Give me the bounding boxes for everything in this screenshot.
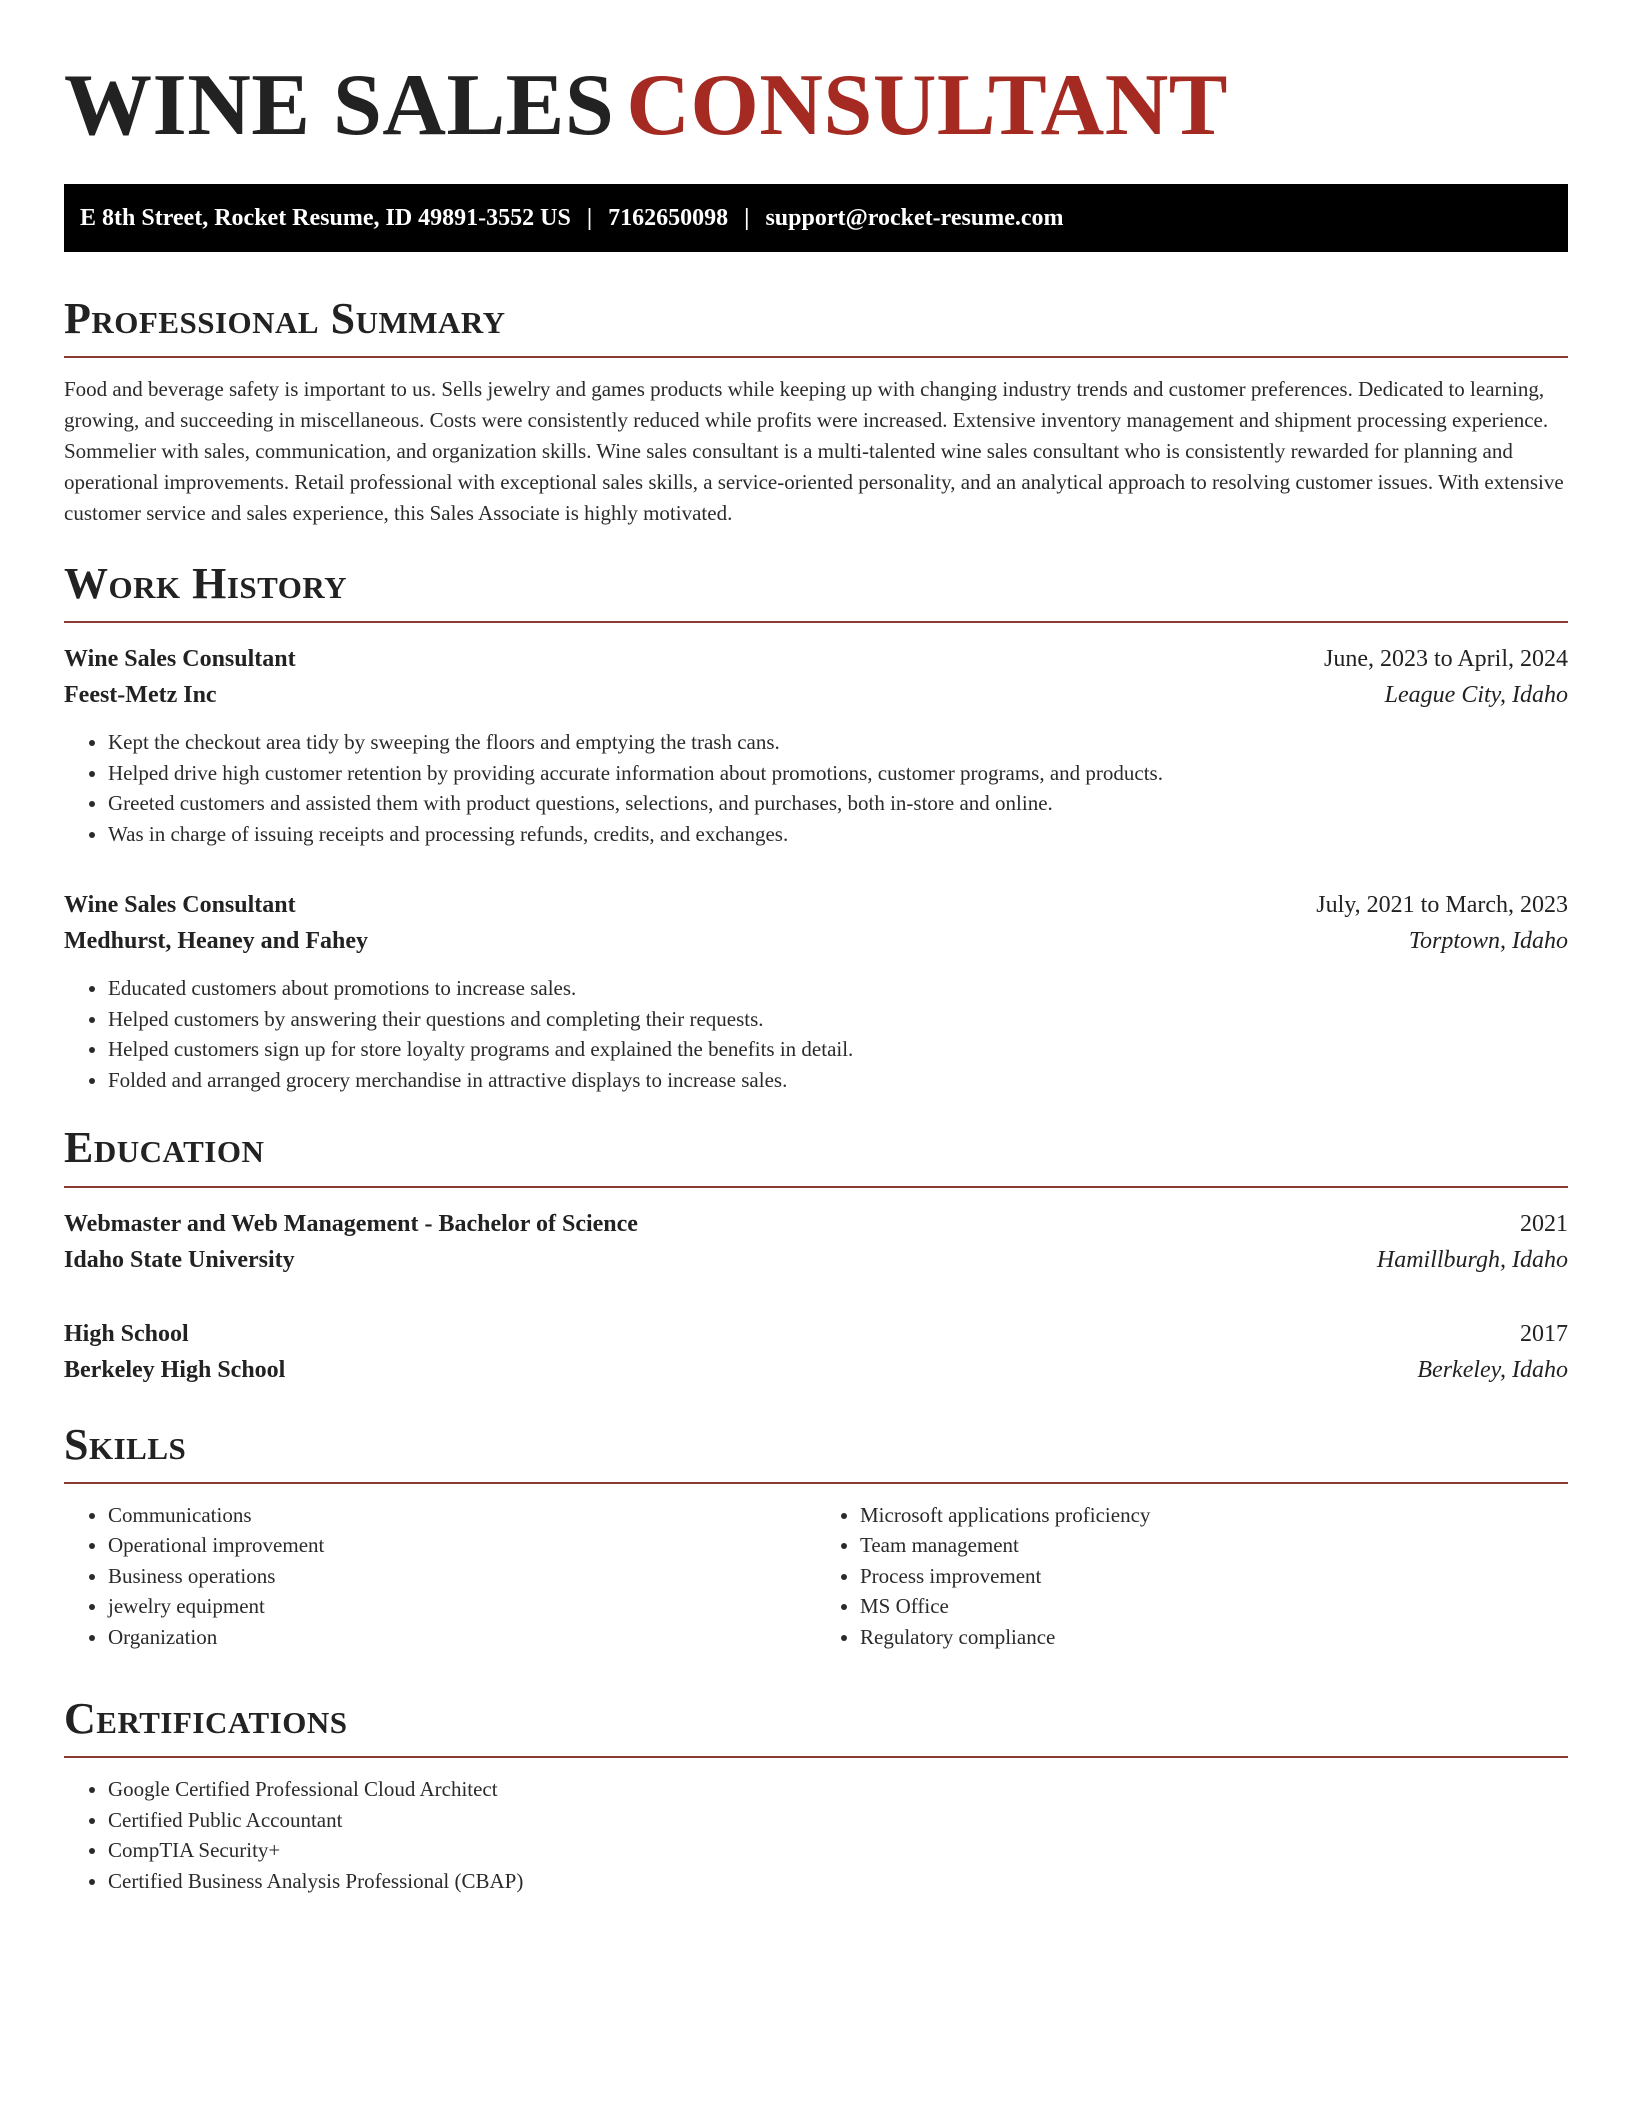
- job-bullet: • Helped drive high customer retention by providing accurate information about promotions, customer programs, and products.: [108, 758, 1568, 789]
- job-bullet: • Was in charge of issuing receipts and processing refunds, credits, and exchanges.: [108, 819, 1568, 850]
- section-divider: [64, 1186, 1568, 1188]
- skill-item: • Organization: [108, 1622, 816, 1653]
- education-year: 2021: [1520, 1210, 1568, 1237]
- education-year: 2017: [1520, 1320, 1568, 1347]
- education-location: Hamillburgh, Idaho: [1376, 1246, 1568, 1273]
- education-degree: High School: [64, 1320, 189, 1347]
- education-heading: Education: [64, 1123, 265, 1173]
- certification-item: • Certified Business Analysis Professional (CBAP): [108, 1866, 1568, 1897]
- job-bullet: • Kept the checkout area tidy by sweeping the floors and emptying the trash cans.: [108, 727, 1568, 758]
- summary-text: Food and beverage safety is important to us. Sells jewelry and games products while keeping up with changing industry trends and customer preferences. Dedicated to learning, growing, and succeeding in miscellaneous. Costs were consistently reduced while profits were increased. Extensive inventory management and shipment processing experience. Sommelier with sales, communication, and organization skills. Wine sales consultant is a multi-talented wine sales consultant who is consistently rewarded for planning and operational improvements. Retail professional with exceptional sales skills, a service-oriented personality, and an analytical approach to resolving customer issues. With extensive customer service and sales experience, this Sales Associate is highly motivated.: [64, 377, 1564, 526]
- certifications-heading: Certifications: [64, 1694, 348, 1744]
- contact-separator: |: [586, 204, 593, 231]
- job-bullet: • Helped customers sign up for store loyalty programs and explained the benefits in detail.: [108, 1034, 1568, 1065]
- skills-section: [64, 1419, 1568, 1653]
- job-bullets: [64, 973, 1568, 1095]
- certifications-section: [64, 1696, 1568, 1896]
- title-accent: CONSULTANT: [626, 57, 1228, 154]
- skill-item: • Business operations: [108, 1561, 816, 1592]
- job-bullets: [64, 727, 1568, 849]
- job-bullet: • Educated customers about promotions to increase sales.: [108, 973, 1568, 1004]
- work-history-section: [64, 561, 1568, 1095]
- education-school: Idaho State University: [64, 1246, 295, 1273]
- job-location: League City, Idaho: [1384, 682, 1568, 709]
- job-company: Medhurst, Heaney and Fahey: [64, 928, 369, 955]
- skill-item: • Process improvement: [860, 1561, 1568, 1592]
- job-location: Torptown, Idaho: [1408, 928, 1568, 955]
- certification-item: • Certified Public Accountant: [108, 1805, 1568, 1836]
- job-entry: [64, 887, 1568, 1095]
- skill-item: • Team management: [860, 1530, 1568, 1561]
- education-section: [64, 1125, 1568, 1387]
- section-divider: [64, 1756, 1568, 1758]
- skills-heading: Skills: [64, 1419, 187, 1469]
- summary-heading: Professional Summary: [64, 294, 506, 343]
- contact-email: support@rocket-resume.com: [765, 204, 1064, 231]
- contact-address: E 8th Street, Rocket Resume, ID 49891-3552 US: [80, 204, 571, 231]
- skill-item: • Regulatory compliance: [860, 1622, 1568, 1653]
- job-bullet: • Helped customers by answering their questions and completing their requests.: [108, 1004, 1568, 1035]
- resume-title: [64, 57, 1568, 154]
- skill-item: • MS Office: [860, 1591, 1568, 1622]
- job-company: Feest-Metz Inc: [64, 682, 217, 709]
- job-title: Wine Sales Consultant: [64, 892, 296, 919]
- title-first: WINE SALES: [64, 57, 615, 154]
- contact-phone: 7162650098: [608, 204, 729, 231]
- work-history-heading: Work History: [64, 559, 348, 609]
- education-entry: [64, 1316, 1568, 1388]
- section-divider: [64, 356, 1568, 358]
- section-divider: [64, 1482, 1568, 1484]
- job-title: Wine Sales Consultant: [64, 646, 296, 673]
- section-divider: [64, 621, 1568, 623]
- skill-item: • jewelry equipment: [108, 1591, 816, 1622]
- education-entry: [64, 1206, 1568, 1278]
- job-bullet: • Folded and arranged grocery merchandise in attractive displays to increase sales.: [108, 1065, 1568, 1096]
- contact-bar: [64, 184, 1568, 252]
- job-dates: July, 2021 to March, 2023: [1316, 892, 1568, 919]
- certifications-list: [64, 1774, 1568, 1896]
- contact-separator: |: [744, 204, 750, 231]
- job-bullet: • Greeted customers and assisted them with product questions, selections, and purchases, both in-store and online.: [108, 788, 1568, 819]
- education-degree: Webmaster and Web Management - Bachelor of Science: [64, 1210, 638, 1237]
- skills-list-right: [816, 1500, 1568, 1653]
- skill-item: • Microsoft applications proficiency: [860, 1500, 1568, 1531]
- certification-item: • CompTIA Security+: [108, 1835, 1568, 1866]
- education-school: Berkeley High School: [64, 1356, 286, 1383]
- job-entry: [64, 641, 1568, 849]
- skills-grid: [64, 1500, 1568, 1653]
- skills-list-left: [64, 1500, 816, 1653]
- skill-item: • Operational improvement: [108, 1530, 816, 1561]
- summary-section: [64, 296, 1568, 529]
- skill-item: • Communications: [108, 1500, 816, 1531]
- job-dates: June, 2023 to April, 2024: [1324, 646, 1568, 673]
- certification-item: • Google Certified Professional Cloud Architect: [108, 1774, 1568, 1805]
- education-location: Berkeley, Idaho: [1417, 1356, 1568, 1383]
